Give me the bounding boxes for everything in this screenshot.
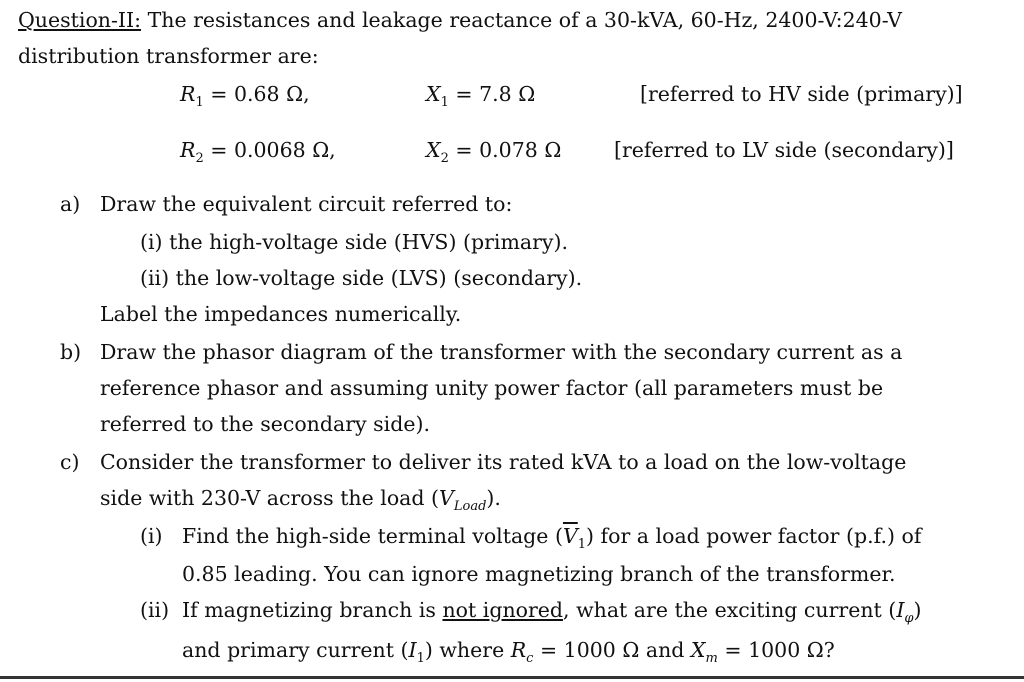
part-a-i-text: the high-voltage side (HVS) (primary). [169,230,569,254]
part-c-ii-line-2 [182,636,835,673]
part-a-ii-text: the low-voltage side (LVS) (secondary). [175,266,583,290]
part-c-label: c) [60,450,80,474]
question-intro-line-2: distribution transformer are: [18,44,319,68]
part-c-line-2-pre: side with 230-V across the load ( [100,486,440,510]
vload-subscript: Load [453,499,487,514]
iphi-subscript: φ [904,611,914,626]
intro-text-1: The resistances and leakage reactance of a 30-kVA, 60-Hz, 2400-V:240-V [147,8,902,32]
bottom-border [0,676,1024,679]
r1-symbol: R [180,82,196,106]
x2-subscript: 2 [440,151,449,166]
part-c-ii-line-2-pre: and primary current ( [182,638,409,662]
part-b-line-1: Draw the phasor diagram of the transformer with the secondary current as a [100,340,903,364]
r2-value: = 0.0068 Ω, [210,138,336,162]
xm-subscript: m [705,651,718,666]
r1-subscript: 1 [195,95,204,110]
part-c-line-1: Consider the transformer to deliver its rated kVA to a load on the low-voltage [100,450,907,474]
part-a-item-ii [140,264,582,292]
part-c-ii-line-1 [182,596,922,633]
part-a-ii-label: (ii) [140,266,170,290]
part-c-ii-label: (ii) [140,598,170,622]
part-c-ii-line-1-post: , what are the exciting current ( [563,598,897,622]
question-label: Question-II: [18,8,142,32]
vload-symbol: V [439,486,454,510]
param-x1 [426,80,535,117]
v1-symbol: $\overline{V}$ [562,524,578,548]
xm-value: = 1000 Ω? [717,638,835,662]
part-c-i-line-1-post: ) for a load power factor (p.f.) of [586,524,922,548]
part-c-ii-line-1-pre: If magnetizing branch is [182,598,443,622]
param-x2 [426,136,561,173]
part-a-i-label: (i) [140,230,163,254]
param-ref-lv: [referred to LV side (secondary)] [614,138,954,162]
x1-value: = 7.8 Ω [455,82,536,106]
part-c-ii-line-1-end: ) [913,598,922,622]
xm-symbol: X [690,638,706,662]
rc-value: = 1000 Ω and [533,638,691,662]
part-c-i-line-2: 0.85 leading. You can ignore magnetizing branch of the transformer. [182,562,896,586]
v1-subscript: 1 [577,537,587,552]
iphi-symbol: I [896,598,905,622]
x2-value: = 0.078 Ω [455,138,562,162]
not-ignored-emphasis: not ignored [442,598,564,622]
question-intro-line-1 [18,6,902,34]
rc-symbol: R [510,638,527,662]
param-r1 [180,80,310,117]
i1-symbol: I [408,638,417,662]
x1-symbol: X [426,82,441,106]
r1-value: = 0.68 Ω, [210,82,310,106]
r2-symbol: R [180,138,196,162]
x1-subscript: 1 [440,95,449,110]
part-a-text: Draw the equivalent circuit referred to: [100,192,513,216]
part-c-ii-line-2-mid: ) where [424,638,511,662]
part-a-item-i [140,228,568,256]
part-a-footer: Label the impedances numerically. [100,302,462,326]
part-b-line-2: reference phasor and assuming unity power factor (all parameters must be [100,376,884,400]
part-c-i-label: (i) [140,524,163,548]
x2-symbol: X [426,138,441,162]
part-b-label: b) [60,340,82,364]
param-ref-hv: [referred to HV side (primary)] [640,82,963,106]
i1-subscript: 1 [416,651,425,666]
rc-subscript: c [526,651,534,666]
part-c-line-2-post: ). [486,486,501,510]
part-c-line-2 [100,484,501,521]
part-a-label: a) [60,192,81,216]
r2-subscript: 2 [195,151,204,166]
part-b-line-3: referred to the secondary side). [100,412,430,436]
part-c-i-line-1 [182,522,921,559]
param-r2 [180,136,336,173]
part-c-i-line-1-pre: Find the high-side terminal voltage ( [182,524,563,548]
